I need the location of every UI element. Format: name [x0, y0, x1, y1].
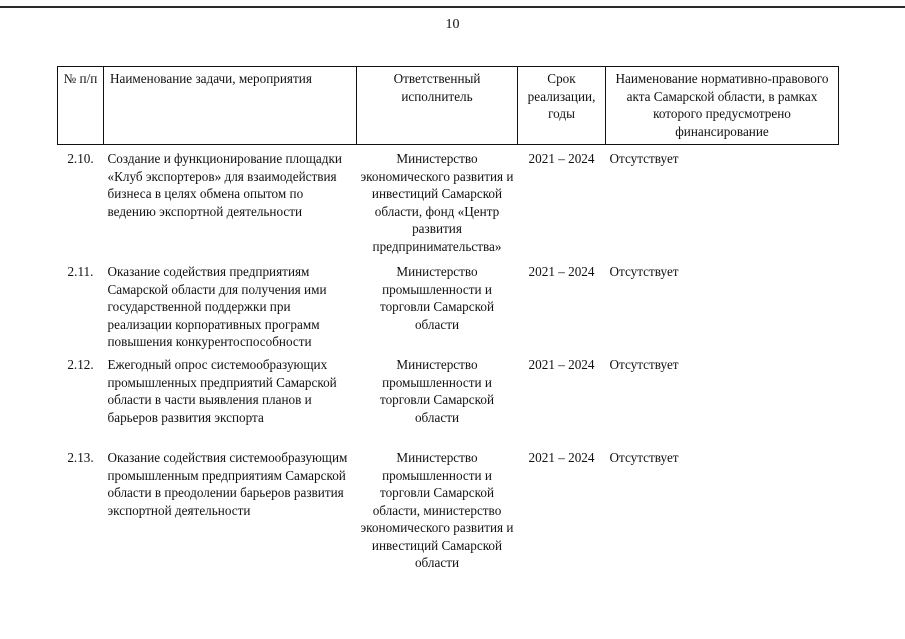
row-task: Ежегодный опрос системообразующих промышленных предприятий Самарской области в части выявления планов и барьеров развития экспорта — [107, 357, 337, 425]
row-task: Оказание содействия предприятиям Самарской области для получения ими государственной поддержки при реализации корпоративных программ повышения конкурентоспособности — [107, 264, 327, 349]
header-executor: Ответственный исполнитель — [357, 67, 518, 145]
row-number: 2.11. — [67, 264, 94, 279]
header-num: № п/п — [58, 67, 104, 145]
row-executor: Министерство промышленности и торговли Самарской области — [379, 357, 495, 425]
row-legal-act: Отсутствует — [609, 357, 679, 372]
row-task: Оказание содействия системообразующим промышленным предприятиям Самарской области в преодолении барьеров развития экспортной деятельности — [107, 450, 348, 518]
table-row — [58, 258, 839, 351]
row-period: 2021 – 2024 — [528, 151, 595, 166]
row-task: Создание и функционирование площадки «Клуб экспортеров» для взаимодействия бизнеса в целях обмена опытом по ведению экспортной деятельности — [107, 151, 342, 219]
row-period: 2021 – 2024 — [528, 357, 595, 372]
page-number: 10 — [445, 17, 460, 32]
row-number: 2.12. — [67, 357, 94, 372]
table-row — [58, 145, 839, 259]
header-legal-act: Наименование нормативно-правового акта Самарской области, в рамках которого предусмотрено финансирование — [606, 67, 839, 145]
top-border-line — [0, 6, 905, 8]
row-legal-act: Отсутствует — [609, 450, 679, 465]
row-number: 2.13. — [67, 450, 94, 465]
row-executor: Министерство промышленности и торговли Самарской области, министерство экономического развития и инвестиций Самарской области — [360, 450, 514, 570]
row-period: 2021 – 2024 — [528, 450, 595, 465]
measures-table — [57, 66, 839, 589]
table-row — [58, 444, 839, 589]
header-task: Наименование задачи, мероприятия — [104, 67, 357, 145]
row-number: 2.10. — [67, 151, 94, 166]
header-period: Срок реализации, годы — [518, 67, 606, 145]
row-legal-act: Отсутствует — [609, 151, 679, 166]
row-legal-act: Отсутствует — [609, 264, 679, 279]
row-executor: Министерство экономического развития и инвестиций Самарской области, фонд «Центр развития предпринимательства» — [360, 151, 514, 254]
table-header-row — [58, 67, 839, 145]
table-row — [58, 351, 839, 444]
row-period: 2021 – 2024 — [528, 264, 595, 279]
row-executor: Министерство промышленности и торговли Самарской области — [379, 264, 495, 332]
